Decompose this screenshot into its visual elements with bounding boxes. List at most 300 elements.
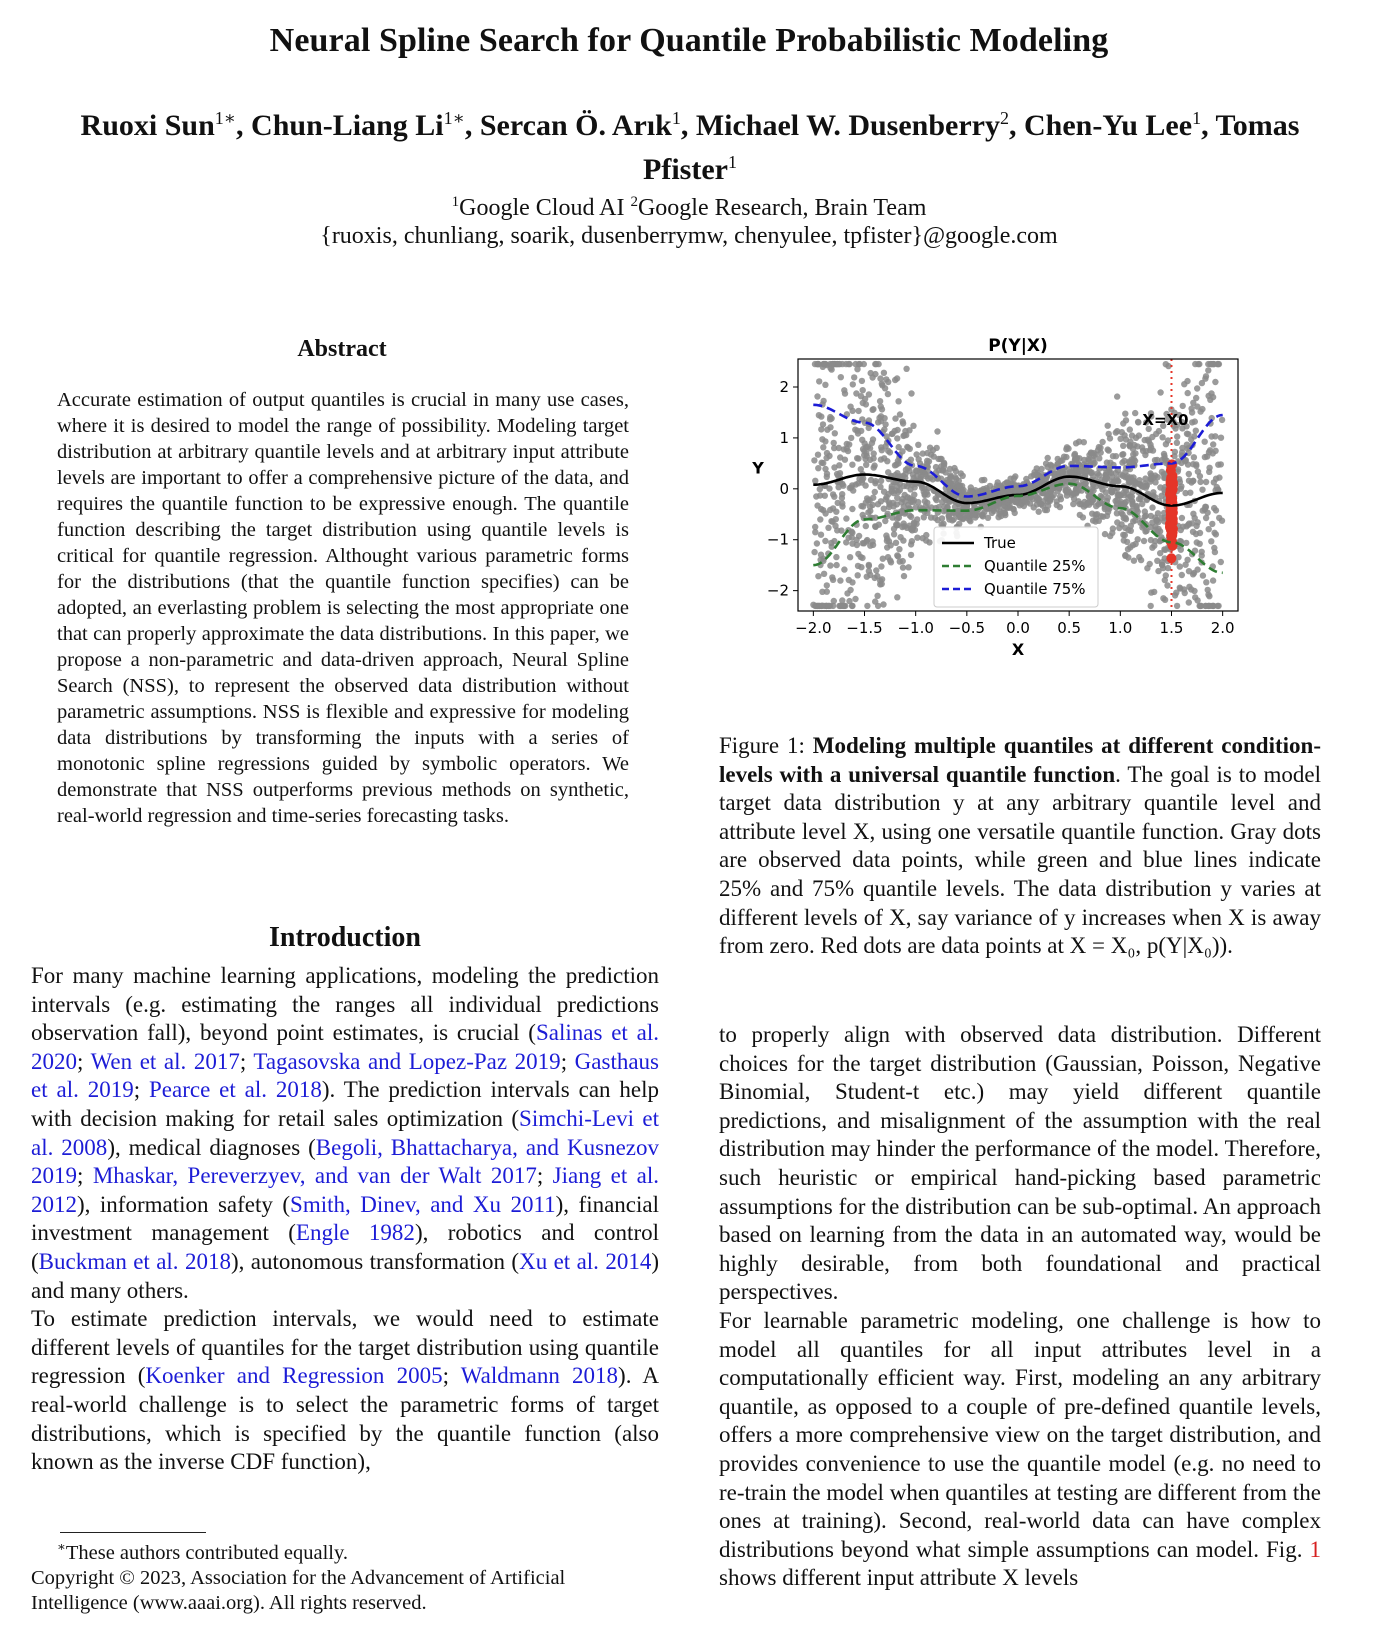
x-tick-label: 1.5 <box>1159 619 1184 637</box>
figure-1 <box>720 335 1320 707</box>
author-name: Chun-Liang Li <box>251 109 444 142</box>
observed-point <box>1179 445 1185 451</box>
x-tick-label: 0.0 <box>1006 619 1030 637</box>
observed-point <box>1161 546 1167 552</box>
citation-link[interactable]: Koenker and Regression 2005 <box>145 1363 443 1389</box>
observed-point <box>1196 603 1202 609</box>
observed-point <box>833 562 839 568</box>
citation-link[interactable]: Pearce et al. 2018 <box>149 1077 322 1103</box>
observed-point <box>830 361 836 367</box>
observed-point <box>922 491 928 497</box>
observed-point <box>819 589 825 595</box>
observed-point <box>1152 538 1158 544</box>
observed-point <box>1205 587 1211 593</box>
observed-point <box>1206 465 1212 471</box>
observed-point <box>860 512 866 518</box>
observed-point <box>849 541 855 547</box>
observed-point <box>897 487 903 493</box>
observed-point <box>858 393 864 399</box>
observed-point <box>1072 451 1078 457</box>
citation-link[interactable]: Waldmann 2018 <box>460 1363 619 1389</box>
observed-point <box>1153 431 1159 437</box>
observed-point <box>855 551 861 557</box>
observed-point <box>1123 417 1129 423</box>
observed-point <box>1036 509 1042 515</box>
observed-point <box>1194 539 1200 545</box>
observed-point <box>1135 419 1141 425</box>
observed-point <box>1129 501 1135 507</box>
observed-point <box>872 489 878 495</box>
observed-point <box>833 516 839 522</box>
observed-point <box>831 494 837 500</box>
observed-point <box>822 538 828 544</box>
caption-bold: Modeling multiple quantiles at different condition-levels with a universal quantile function <box>719 733 1321 787</box>
observed-point <box>941 463 947 469</box>
observed-point <box>1121 458 1127 464</box>
observed-point <box>1121 537 1127 543</box>
observed-point <box>1119 452 1125 458</box>
observed-point <box>1038 466 1044 472</box>
observed-point <box>1099 439 1105 445</box>
observed-point <box>1162 577 1168 583</box>
observed-point <box>1149 504 1155 510</box>
citation-link[interactable]: Tagasovska and Lopez-Paz 2019 <box>253 1048 561 1074</box>
observed-point <box>841 566 847 572</box>
citation-link[interactable]: Mhaskar, Pereverzyev, and van der Walt 2017 <box>92 1163 537 1189</box>
author-affiliation-mark: 1∗ <box>443 108 465 128</box>
citation-link[interactable]: Wen et al. 2017 <box>90 1048 240 1074</box>
x-tick-label: −0.5 <box>948 619 986 637</box>
observed-point <box>1063 446 1069 452</box>
observed-point <box>872 523 878 529</box>
observed-point <box>1195 361 1201 367</box>
observed-point <box>983 485 989 491</box>
observed-point <box>874 593 880 599</box>
observed-point <box>899 524 905 530</box>
observed-point <box>847 404 853 410</box>
observed-point <box>866 391 872 397</box>
observed-point <box>1059 457 1065 463</box>
observed-point <box>1096 455 1102 461</box>
observed-point <box>812 478 818 484</box>
observed-point <box>1126 478 1132 484</box>
observed-point <box>900 564 906 570</box>
observed-point <box>824 582 830 588</box>
caption-label: Figure 1: <box>719 733 813 758</box>
observed-point <box>923 532 929 538</box>
author-affiliation-mark: 1 <box>671 108 681 128</box>
observed-point <box>933 464 939 470</box>
observed-point <box>1132 410 1138 416</box>
right-paragraph-1: to properly align with observed data distribution. Different choices for the target distribution (Gaussian, Poisson, Negative Binomial, Student-t etc.) may yield different quantile predictions, and misalignment of the assumption with the real distribution may hinder the performance of the model. Therefore, such heuristic or empirical hand-picking based parametric assumptions for the distribution can be sub-optimal. An approach based on learning from the data in an automated way, would be highly desirable, from both foundational and practical perspectives. <box>719 1022 1321 1305</box>
observed-point <box>1197 479 1203 485</box>
observed-point <box>875 501 881 507</box>
observed-point <box>1106 466 1112 472</box>
observed-point <box>817 486 823 492</box>
observed-point <box>1120 443 1126 449</box>
y-tick-label: 1 <box>779 428 789 447</box>
observed-point <box>855 572 861 578</box>
observed-point <box>877 398 883 404</box>
observed-point <box>811 549 817 555</box>
observed-point <box>995 514 1001 520</box>
observed-point <box>1213 476 1219 482</box>
observed-point <box>1054 502 1060 508</box>
observed-point <box>908 541 914 547</box>
observed-point <box>1130 518 1136 524</box>
observed-point <box>865 497 871 503</box>
observed-point <box>1105 509 1111 515</box>
observed-point <box>822 382 828 388</box>
observed-point <box>878 478 884 484</box>
observed-point <box>901 573 907 579</box>
observed-point <box>890 503 896 509</box>
observed-point <box>1136 496 1142 502</box>
observed-point <box>874 573 880 579</box>
observed-point <box>869 407 875 413</box>
observed-point <box>908 390 914 396</box>
observed-point <box>832 523 838 529</box>
observed-point <box>1010 506 1016 512</box>
observed-point <box>846 361 852 367</box>
observed-point <box>833 554 839 560</box>
observed-point <box>858 466 864 472</box>
observed-point <box>1210 441 1216 447</box>
observed-point <box>887 557 893 563</box>
observed-point <box>1127 426 1133 432</box>
observed-point <box>849 482 855 488</box>
observed-point <box>885 391 891 397</box>
observed-point <box>910 423 916 429</box>
observed-point <box>1129 432 1135 438</box>
observed-point <box>1200 572 1206 578</box>
observed-point <box>1090 473 1096 479</box>
observed-point <box>907 446 913 452</box>
observed-point <box>1197 408 1203 414</box>
observed-point <box>915 442 921 448</box>
observed-point <box>885 448 891 454</box>
citation-link[interactable]: Salinas et al. 2020 <box>31 1020 659 1074</box>
citation-link[interactable]: Smith, Dinev, and Xu 2011 <box>290 1191 556 1217</box>
observed-point <box>1131 456 1137 462</box>
author-name: Chen-Yu Lee <box>1023 109 1193 142</box>
observed-point <box>1064 489 1070 495</box>
observed-point <box>1147 478 1153 484</box>
observed-point <box>1017 502 1023 508</box>
observed-point <box>859 378 865 384</box>
observed-point <box>839 495 845 501</box>
copyright-notice: Copyright © 2023, Association for the Advancement of Artificial Intelligence (www.aaai.org). All rights reserved. <box>31 1566 566 1614</box>
observed-point <box>1162 597 1168 603</box>
observed-point <box>822 510 828 516</box>
observed-point <box>855 430 861 436</box>
observed-point <box>1174 433 1180 439</box>
observed-point <box>1005 499 1011 505</box>
observed-point <box>1210 394 1216 400</box>
observed-point <box>861 448 867 454</box>
observed-point <box>840 483 846 489</box>
observed-point <box>854 366 860 372</box>
observed-point <box>1107 435 1113 441</box>
author-name: Tomas Pfister <box>643 109 1300 186</box>
observed-point <box>1047 498 1053 504</box>
observed-point <box>1081 499 1087 505</box>
observed-point <box>881 455 887 461</box>
observed-point <box>895 398 901 404</box>
observed-point <box>1185 390 1191 396</box>
observed-point <box>888 542 894 548</box>
observed-point <box>1179 515 1185 521</box>
observed-point <box>1109 530 1115 536</box>
author-affiliation-mark: 1 <box>1192 108 1202 128</box>
observed-point <box>1155 510 1161 516</box>
observed-point <box>1096 444 1102 450</box>
observed-point <box>860 387 866 393</box>
citation-link[interactable]: Gasthaus et al. 2019 <box>31 1048 659 1103</box>
observed-point <box>1184 557 1190 563</box>
observed-point <box>819 603 825 609</box>
intro-paragraph-1: For many machine learning applications, modeling the prediction intervals (e.g. estimating the ranges all individual predictions observation fall), beyond point estimates, is crucial (Salinas et al. 2020; Wen et al. 2017; Tagasovska and Lopez-Paz 2019; Gasthaus et al. 2019; Pearce et al. 2018). The prediction intervals can help with decision making for retail sales optimization (Simchi-Levi et al. 2008), medical diagnoses (Begoli, Bhattacharya, and Kusnezov 2019; Mhaskar, Pereverzyev, and van der Walt 2017; Jiang et al. 2012), information safety (Smith, Dinev, and Xu 2011), financial investment management (Engle 1982), robotics and control (Buckman et al. 2018), autonomous transformation (Xu et al. 2014) and many others. <box>31 963 660 1303</box>
observed-point <box>1147 470 1153 476</box>
observed-point <box>1159 562 1165 568</box>
y-tick-label: −2 <box>766 581 789 600</box>
quantile-chart <box>720 335 1320 707</box>
legend-label: Quantile 25% <box>984 557 1086 575</box>
observed-point <box>921 485 927 491</box>
observed-point <box>831 445 837 451</box>
observed-point <box>911 497 917 503</box>
observed-point <box>827 424 833 430</box>
conditional-point <box>1165 489 1175 499</box>
observed-point <box>953 476 959 482</box>
observed-point <box>897 534 903 540</box>
observed-point <box>1072 490 1078 496</box>
observed-point <box>1114 393 1120 399</box>
observed-point <box>1165 565 1171 571</box>
observed-point <box>855 563 861 569</box>
observed-point <box>1165 437 1171 443</box>
observed-point <box>847 554 853 560</box>
citation-link[interactable]: Engle 1982 <box>295 1220 415 1246</box>
observed-point <box>1212 379 1218 385</box>
observed-point <box>821 571 827 577</box>
observed-point <box>1211 361 1217 367</box>
observed-point <box>883 433 889 439</box>
observed-point <box>1070 501 1076 507</box>
citation-link[interactable]: Simchi-Levi et al. 2008 <box>31 1105 660 1160</box>
observed-point <box>968 488 974 494</box>
observed-point <box>905 465 911 471</box>
observed-point <box>1203 479 1209 485</box>
x-tick-label: 0.5 <box>1057 619 1082 637</box>
observed-point <box>846 598 852 604</box>
observed-point <box>1089 486 1095 492</box>
observed-point <box>1209 521 1215 527</box>
observed-point <box>814 502 820 508</box>
observed-point <box>1182 490 1188 496</box>
observed-point <box>852 596 858 602</box>
observed-point <box>1122 532 1128 538</box>
observed-point <box>875 419 881 425</box>
observed-point <box>822 466 828 472</box>
observed-point <box>912 527 918 533</box>
observed-point <box>1211 530 1217 536</box>
observed-point <box>881 370 887 376</box>
citation-link[interactable]: Jiang et al. 2012 <box>31 1163 660 1217</box>
observed-point <box>923 537 929 543</box>
observed-point <box>942 469 948 475</box>
observed-point <box>914 535 920 541</box>
observed-point <box>1212 549 1218 555</box>
observed-point <box>1115 478 1121 484</box>
observed-point <box>855 455 861 461</box>
observed-point <box>1140 484 1146 490</box>
observed-point <box>934 428 940 434</box>
observed-point <box>859 437 865 443</box>
observed-point <box>828 540 834 546</box>
observed-point <box>892 462 898 468</box>
observed-point <box>845 535 851 541</box>
observed-point <box>867 572 873 578</box>
author-affiliation-mark: 1 <box>727 152 737 172</box>
observed-point <box>1159 434 1165 440</box>
observed-point <box>872 371 878 377</box>
observed-point <box>919 469 925 475</box>
observed-point <box>1045 455 1051 461</box>
observed-point <box>859 477 865 483</box>
observed-point <box>1112 498 1118 504</box>
observed-point <box>880 601 886 607</box>
citation-link[interactable]: Begoli, Bhattacharya, and Kusnezov 2019 <box>31 1134 659 1189</box>
observed-point <box>1122 552 1128 558</box>
observed-point <box>864 603 870 609</box>
observed-point <box>953 468 959 474</box>
observed-point <box>1186 568 1192 574</box>
abstract-heading: Abstract <box>297 336 387 362</box>
observed-point <box>1186 599 1192 605</box>
observed-point <box>925 475 931 481</box>
observed-point <box>1174 603 1180 609</box>
conditional-point <box>1167 530 1177 540</box>
observed-point <box>913 504 919 510</box>
y-tick-label: −1 <box>766 530 789 549</box>
observed-point <box>871 450 877 456</box>
observed-point <box>824 450 830 456</box>
observed-point <box>894 495 900 501</box>
x-tick-label: −1.5 <box>846 619 883 637</box>
observed-point <box>818 552 824 558</box>
observed-point <box>1206 526 1212 532</box>
observed-point <box>824 362 830 368</box>
observed-point <box>1181 381 1187 387</box>
observed-point <box>924 458 930 464</box>
observed-point <box>1186 478 1192 484</box>
observed-point <box>1172 449 1178 455</box>
observed-point <box>849 506 855 512</box>
observed-point <box>1195 468 1201 474</box>
observed-point <box>1040 503 1046 509</box>
observed-point <box>855 408 861 414</box>
observed-point <box>1191 433 1197 439</box>
author-list: Ruoxi Sun$^{1∗}$, Chun-Liang $Li^{1∗}$, Sercan Ö. Arık$^1$, Michael W. Dusenberry$^2$, Chen-Yu Lee$^1$, Tomas Pfister$^1$ <box>80 108 1300 186</box>
observed-point <box>1163 361 1169 367</box>
observed-point <box>1077 512 1083 518</box>
observed-point <box>832 430 838 436</box>
observed-point <box>913 451 919 457</box>
observed-point <box>1209 603 1215 609</box>
observed-point <box>1208 538 1214 544</box>
x-axis-label: X <box>1011 640 1025 659</box>
observed-point <box>1152 457 1158 463</box>
observed-point <box>903 366 909 372</box>
observed-point <box>1104 475 1110 481</box>
observed-point <box>1148 513 1154 519</box>
observed-point <box>902 498 908 504</box>
observed-point <box>831 464 837 470</box>
legend-label: Quantile 75% <box>984 580 1086 598</box>
figure-reference-link[interactable]: 1 <box>1309 1536 1321 1562</box>
observed-point <box>879 581 885 587</box>
observed-point <box>814 393 820 399</box>
observed-point <box>850 381 856 387</box>
observed-point <box>1174 440 1180 446</box>
observed-point <box>844 445 850 451</box>
observed-point <box>969 511 975 517</box>
observed-point <box>896 546 902 552</box>
observed-point <box>1197 530 1203 536</box>
observed-point <box>1185 522 1191 528</box>
observed-point <box>1149 545 1155 551</box>
observed-point <box>872 478 878 484</box>
observed-point <box>905 564 911 570</box>
observed-point <box>938 456 944 462</box>
observed-point <box>817 492 823 498</box>
observed-point <box>981 509 987 515</box>
observed-point <box>900 558 906 564</box>
observed-point <box>985 515 991 521</box>
citation-link[interactable]: Buckman et al. 2018 <box>38 1248 231 1274</box>
observed-point <box>865 509 871 515</box>
author-name: Sercan Ö. Arık <box>479 109 672 142</box>
figure-1-caption <box>719 732 1321 961</box>
observed-point <box>1194 566 1200 572</box>
observed-point <box>869 440 875 446</box>
observed-point <box>815 452 821 458</box>
observed-point <box>844 590 850 596</box>
citation-link[interactable]: Xu et al. 2014 <box>519 1248 652 1274</box>
observed-point <box>889 483 895 489</box>
observed-point <box>827 414 833 420</box>
observed-point <box>870 542 876 548</box>
x0-annotation: X=X0 <box>1142 411 1189 430</box>
observed-point <box>849 462 855 468</box>
observed-point <box>1179 572 1185 578</box>
observed-point <box>894 435 900 441</box>
observed-point <box>1113 453 1119 459</box>
observed-point <box>1190 511 1196 517</box>
y-tick-label: 2 <box>779 378 789 396</box>
observed-point <box>1157 389 1163 395</box>
author-name: Michael W. Dusenberry <box>695 109 1000 142</box>
observed-point <box>1150 447 1156 453</box>
observed-point <box>891 526 897 532</box>
observed-point <box>914 516 920 522</box>
observed-point <box>1105 446 1111 452</box>
observed-point <box>863 538 869 544</box>
affiliations <box>0 188 1378 250</box>
observed-point <box>1218 559 1224 565</box>
observed-point <box>1073 456 1079 462</box>
